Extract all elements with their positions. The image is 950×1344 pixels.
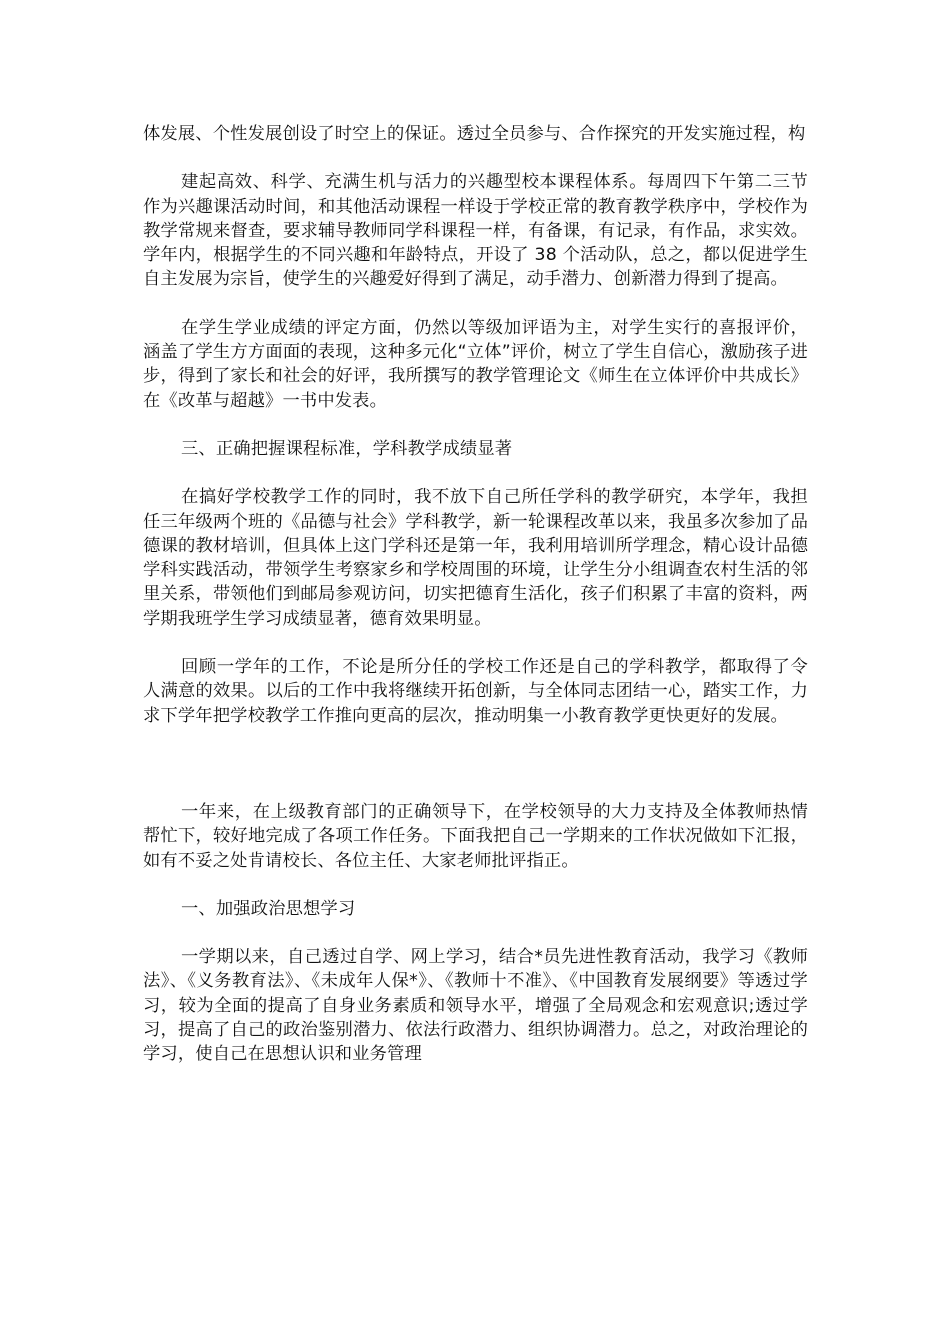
paragraph-interest-courses: 建起高效、科学、充满生机与活力的兴趣型校本课程体系。每周四下午第二三节作为兴趣课活动时间，和其他活动课程一样设于学校正常的教育教学秩序中，学校作为教学常规来督查，要求辅导教师同学科课程一样，有备课，有记录，有作品，求实效。学年内，根据学生的不同兴趣和年龄特点，开设了 38 个活动队，总之，都以促进学生自主发展为宗旨，使学生的兴趣爱好得到了满足，动手潜力、创新潜力得到了提高。 [143,172,808,290]
paragraph-evaluation: 在学生学业成绩的评定方面，仍然以等级加评语为主，对学生实行的喜报评价，涵盖了学生方方面面的表现，这种多元化“立体”评价，树立了学生自信心，激励孩子进步，得到了家长和社会的好评，我所撰写的教学管理论文《师生在立体评价中共成长》在《改革与超越》一书中发表。 [143,317,808,411]
paragraph-subject-teaching: 在搞好学校教学工作的同时，我不放下自己所任学科的教学研究，本学年，我担任三年级两个班的《品德与社会》学科教学，新一轮课程改革以来，我虽多次参加了品德课的教材培训，但具体上这门学科还是第一年，我利用培训所学理念，精心设计品德学科实践活动，带领学生考察家乡和学校周围的环境，让学生分小组调查农村生活的邻里关系，带领他们到邮局参观访问，切实把德育生活化，孩子们积累了丰富的资料，两学期我班学生学习成绩显著，德育效果明显。 [143,487,808,629]
section-heading-politics: 一、加强政治思想学习 [181,898,356,919]
paragraph-intro: 一年来，在上级教育部门的正确领导下，在学校领导的大力支持及全体教师热情帮忙下，较好地完成了各项工作任务。下面我把自己一学期来的工作状况做如下汇报，如有不妥之处肯请校长、各位主任、大家老师批评指正。 [143,801,808,871]
paragraph-continuation: 体发展、个性发展创设了时空上的保证。透过全员参与、合作探究的开发实施过程，构 [143,124,806,144]
paragraph-study: 一学期以来，自己透过自学、网上学习，结合*员先进性教育活动，我学习《教师法》、《义务教育法》、《未成年人保*》、《教师十不准》、《中国教育发展纲要》等透过学习，较为全面的提高了自身业务素质和领导水平，增强了全局观念和宏观意识;透过学习，提高了自己的政治鉴别潜力、依法行政潜力、组织协调潜力。总之，对政治理论的学习，使自己在思想认识和业务管理 [143,947,808,1065]
paragraph-review: 回顾一学年的工作，不论是所分任的学校工作还是自己的学科教学，都取得了令人满意的效果。以后的工作中我将继续开拓创新，与全体同志团结一心，踏实工作，力求下学年把学校教学工作推向更高的层次，推动明集一小教育教学更快更好的发展。 [143,657,808,726]
document-page [143,122,808,1067]
section-heading-curriculum: 三、正确把握课程标准，学科教学成绩显著 [181,438,513,459]
